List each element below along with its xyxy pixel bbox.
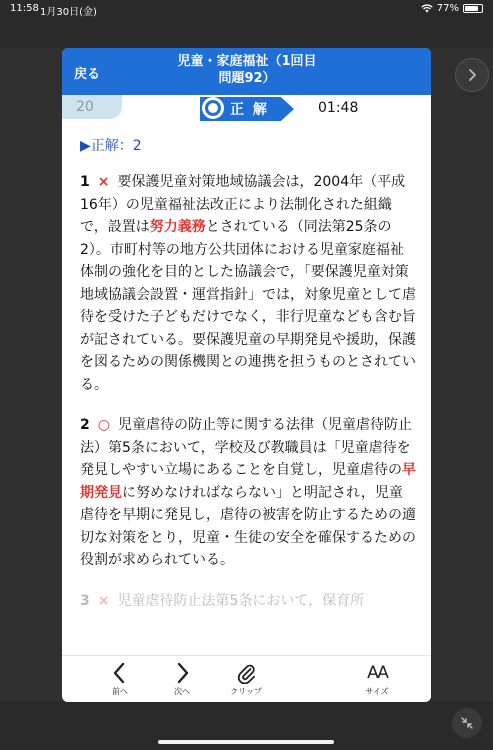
shrink-arrows-icon [460, 716, 474, 730]
status-date: 1月30日(金) [40, 7, 97, 18]
item-number: 2 [80, 417, 90, 433]
status-time: 11:58 [10, 3, 39, 14]
clip-button[interactable] [220, 656, 272, 702]
font-size-icon: AA [367, 663, 387, 683]
next-button[interactable] [156, 656, 208, 702]
highlight-term: 早期発見 [80, 462, 416, 501]
item-text: 児童虐待の防止等に関する法律（児童虐待防止法）第5条において，学校及び教職員は「児童虐待を発見しやすい立場にあることを自覚し，児童虐待の [80, 417, 412, 478]
status-bar [0, 0, 493, 18]
cross-mark-icon: × [97, 592, 110, 609]
battery-icon [463, 4, 483, 13]
item-text: 要保護児童対策地域協議会は，2004年（平成16年）の児童福祉法改正により法制化された組織で，設置は [80, 174, 406, 235]
item-number: 1 [80, 174, 90, 190]
title-line-2: 問題92） [218, 71, 276, 86]
next-page-button[interactable] [455, 58, 489, 92]
triangle-right-icon: ▶ [80, 138, 91, 154]
circle-mark-icon: ○ [97, 417, 110, 433]
bottom-toolbar [62, 655, 431, 702]
explanation-content [80, 135, 416, 630]
dimmed-backdrop-left [0, 48, 62, 702]
elapsed-timer: 01:48 [318, 100, 359, 116]
item-number: 3 [80, 592, 90, 609]
correct-answer-value: 2 [132, 138, 142, 154]
modal-header [62, 48, 431, 95]
item-text: とされている（同法第25条の2）。市町村等の地方公共団体における児童家庭福祉体制の強化を目的とした協議会で，「要保護児童対策地域協議会設置・運営指針」では，対象児童として虐待を受けた子どもだけでなく，非行児童なども含む旨が記されている。要保護児童の早期発見や援助，保護を図るための関係機関との連携を担うものとされている。 [80, 219, 416, 393]
highlight-term: 努力義務 [149, 219, 206, 235]
home-indicator [158, 740, 334, 744]
status-right [421, 3, 483, 14]
modal-title [157, 53, 337, 87]
correct-answer-label: 正解： [90, 138, 133, 154]
item-text: に努めなければならない」と明記され，児童虐待を早期に発見し，虐待の被害を防止するための適切な対策をとり，児童・生徒の安全を確保するための役割が求められている。 [80, 484, 416, 568]
explanation-item-1 [80, 171, 416, 396]
prev-label: 前へ [112, 687, 128, 696]
dimmed-backdrop-right [431, 48, 493, 702]
title-line-1: 児童・家庭福祉（1回目 [177, 54, 317, 69]
answer-modal [62, 48, 431, 702]
question-number: 20 [62, 95, 122, 119]
prev-button[interactable] [94, 656, 146, 702]
paperclip-icon [235, 662, 257, 684]
font-size-label: サイズ [365, 687, 389, 696]
chevron-right-icon [465, 68, 479, 82]
shrink-view-button[interactable] [452, 708, 482, 738]
item-text: 児童虐待防止法第5条において，保育所 [117, 592, 365, 609]
wifi-icon [421, 4, 433, 13]
explanation-item-3 [80, 590, 416, 613]
back-button[interactable]: 戻る [74, 67, 101, 82]
explanation-item-2 [80, 414, 416, 572]
circle-ring-icon [202, 97, 224, 119]
font-size-button[interactable] [351, 656, 403, 702]
chevron-left-icon [110, 662, 130, 684]
cross-mark-icon: × [97, 174, 110, 190]
chevron-right-icon [172, 662, 192, 684]
result-label: 正 解 [230, 102, 269, 118]
battery-percent: 77% [436, 3, 459, 14]
clip-label: クリップ [230, 687, 262, 696]
correct-answer [80, 135, 416, 157]
next-label: 次へ [174, 687, 190, 696]
